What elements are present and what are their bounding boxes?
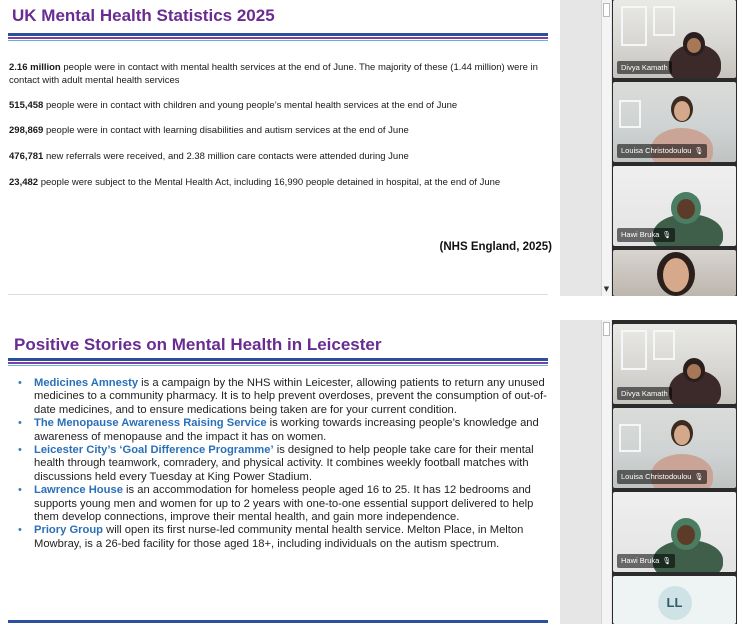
scroll-thumb[interactable] <box>603 322 610 336</box>
participant-tile[interactable] <box>613 82 736 162</box>
shared-slide-positive-stories <box>0 320 560 624</box>
story-title: Lawrence House <box>34 484 123 497</box>
participant-tile[interactable] <box>613 250 736 296</box>
stat-item <box>9 177 549 190</box>
participant-name: Divya Kamath <box>617 61 672 74</box>
participant-name: Hawi Bruka 🎙 <box>617 554 675 568</box>
title-divider <box>8 358 548 366</box>
title-divider <box>8 33 548 41</box>
list-item <box>18 484 548 524</box>
story-text: is designed to help people take care for their mental health through teamwork, comradery, and physical activity. It combines weekly football matches with discussions held every Tuesday at King Power Stadium. <box>34 444 534 483</box>
bullet-icon: • <box>18 444 22 457</box>
mic-muted-icon: 🎙 <box>694 147 704 155</box>
stat-text: new referrals were received, and 2.38 million care contacts were attended during June <box>43 151 409 162</box>
mic-muted-icon: 🎙 <box>662 557 672 565</box>
participant-name: Hawi Bruka 🎙 <box>617 228 675 242</box>
bullet-icon: • <box>18 524 22 537</box>
stories-list <box>18 377 548 551</box>
participant-strip <box>612 320 737 624</box>
participant-tile[interactable] <box>613 0 736 78</box>
participant-tile[interactable] <box>613 576 736 624</box>
participant-name: Divya Kamath <box>617 387 672 400</box>
bullet-icon: • <box>18 484 22 497</box>
story-text: is an accommodation for homeless people aged 16 to 25. It has 12 bedrooms and supports young men and women for up to 2 years with one-to-one essential support delivered to help them develop connections, improve their mental health, and gain more independence. <box>34 484 534 524</box>
list-item <box>18 417 548 444</box>
stat-figure: 2.16 million <box>9 62 61 73</box>
meeting-view-top <box>0 0 737 296</box>
stat-figure: 23,482 <box>9 177 39 188</box>
stat-item <box>9 100 549 113</box>
story-text: will open its first nurse-led community mental health service. Melton Place, in Melton Mowbray, is a 26-bed facility for those aged 18+, including individuals on the autism spectrum. <box>34 524 524 550</box>
stat-text: people were in contact with children and young people’s mental health services at the end of June <box>43 100 458 111</box>
scrollbar[interactable] <box>601 0 611 296</box>
stat-item <box>9 151 549 164</box>
scroll-down-icon[interactable]: ▼ <box>603 285 610 293</box>
scroll-thumb[interactable] <box>603 3 610 17</box>
slide-footer-rule <box>8 620 548 623</box>
stat-text: people were subject to the Mental Health Act, including 16,990 people detained in hospital, at the end of June <box>38 177 501 188</box>
mic-muted-icon: 🎙 <box>694 473 704 481</box>
bullet-icon: • <box>18 377 22 389</box>
story-title: Leicester City’s ‘Goal Difference Programme’ <box>34 444 274 457</box>
participant-strip <box>612 0 737 296</box>
story-text: is working towards increasing people’s knowledge and awareness of menopause and the impact it has on women. <box>34 417 539 443</box>
story-title: Medicines Amnesty <box>34 377 139 389</box>
slide-title: Positive Stories on Mental Health in Leicester <box>14 335 382 354</box>
story-text: is a campaign by the NHS within Leicester, allowing patients to return any unused medicines to a community pharmacy. It is to help prevent overdoses, prevent the consumption of out-of-date medicines, and to ensure medications being taken are for your current condition. <box>34 377 547 416</box>
slide-edge <box>8 294 548 295</box>
meeting-view-bottom <box>0 320 737 624</box>
stat-figure: 515,458 <box>9 100 44 111</box>
stat-figure: 298,869 <box>9 125 44 136</box>
source-citation: (NHS England, 2025) <box>439 241 552 253</box>
slide-title: UK Mental Health Statistics 2025 <box>12 6 275 25</box>
shared-slide-statistics <box>0 0 560 296</box>
list-item <box>18 444 548 484</box>
stat-item <box>9 62 549 87</box>
list-item <box>18 377 548 417</box>
stat-text: people were in contact with mental health services at the end of June. The majority of these (1.44 million) were in contact with adult mental health services <box>9 62 538 86</box>
story-title: The Menopause Awareness Raising Service <box>34 417 267 430</box>
story-title: Priory Group <box>34 524 103 537</box>
stat-figure: 476,781 <box>9 151 44 162</box>
participant-tile[interactable] <box>613 166 736 246</box>
participant-tile[interactable] <box>613 408 736 488</box>
stat-item <box>9 125 549 138</box>
avatar: LL <box>658 586 692 620</box>
participant-name: Louisa Christodoulou 🎙 <box>617 470 707 484</box>
stat-text: people were in contact with learning disabilities and autism services at the end of June <box>43 125 409 136</box>
bullet-icon: • <box>18 417 22 430</box>
mic-muted-icon: 🎙 <box>662 231 672 239</box>
list-item <box>18 524 548 551</box>
panel-separator <box>0 296 737 320</box>
participant-tile[interactable] <box>613 492 736 572</box>
participant-name: Louisa Christodoulou 🎙 <box>617 144 707 158</box>
scrollbar[interactable] <box>601 320 611 624</box>
participant-tile[interactable] <box>613 324 736 404</box>
